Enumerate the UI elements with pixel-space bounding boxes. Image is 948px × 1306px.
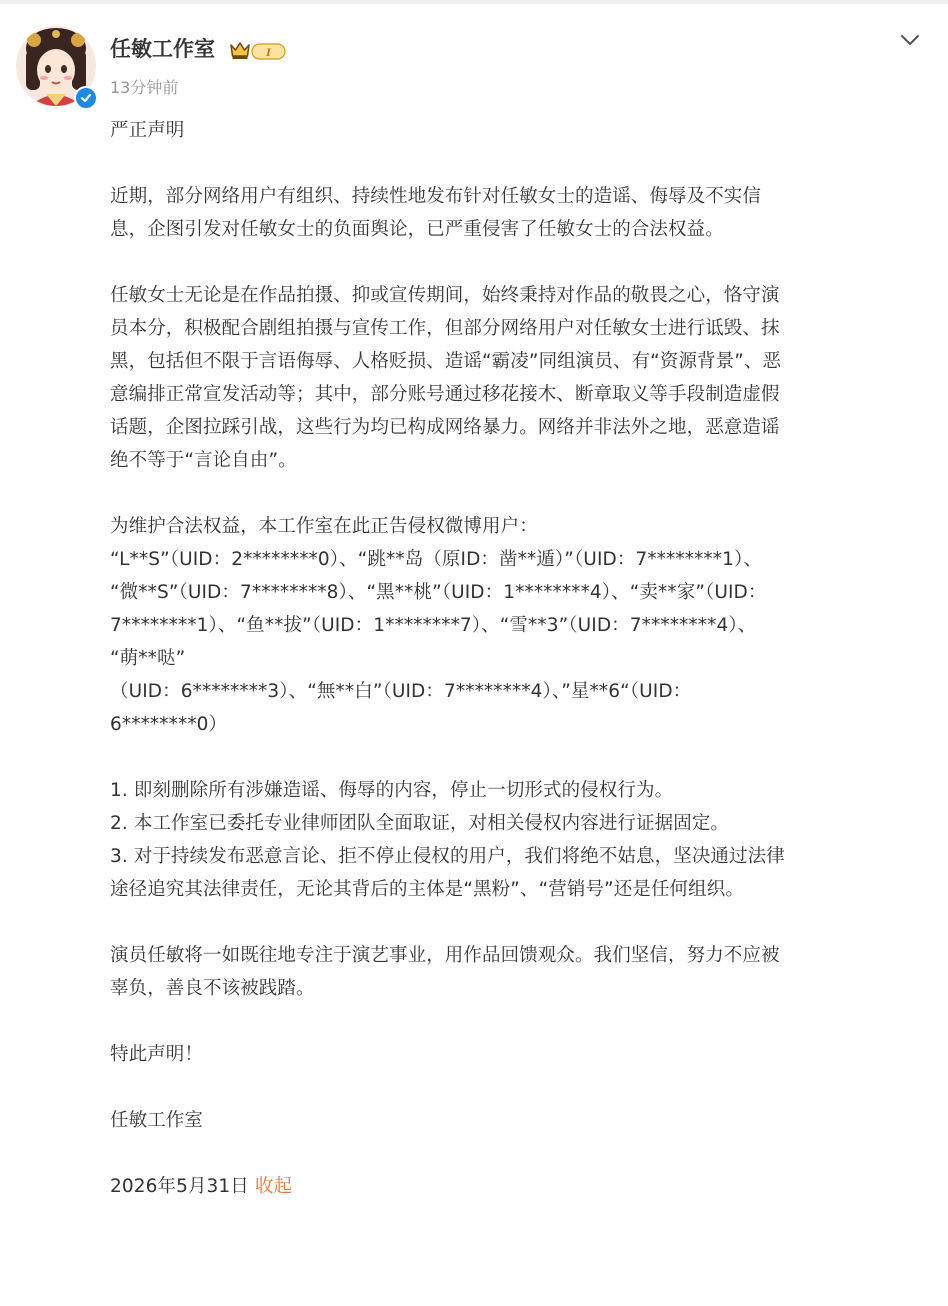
numbered-item: 3. 对于持续发布恶意言论、拒不停止侵权的用户，我们将绝不姑息，坚决通过法律 xyxy=(110,846,785,867)
statement-title: 严正声明 xyxy=(110,120,185,141)
date-line xyxy=(110,1170,930,1203)
paragraph-line: 辜负，善良不该被践踏。 xyxy=(110,978,315,999)
verified-badge-icon xyxy=(74,86,98,110)
top-divider xyxy=(0,0,948,4)
paragraph-line: 演员任敏将一如既往地专注于演艺事业，用作品回馈观众。我们坚信，努力不应被 xyxy=(110,945,780,966)
paragraph-line: 员本分，积极配合剧组拍摄与宣传工作，但部分网络用户对任敏女士进行诋毁、抹 xyxy=(110,318,780,339)
paragraph-line: 任敏女士无论是在作品拍摄、抑或宣传期间，始终秉持对作品的敬畏之心，恪守演 xyxy=(110,285,780,306)
badge-level-text: I xyxy=(266,45,271,59)
paragraph-line: 黑，包括但不限于言语侮辱、人格贬损、造谣“霸凌”同组演员、有“资源背景”、恶 xyxy=(110,351,782,372)
user-list-line: “L**S”（UID：2********0）、“跳**岛（原ID：凿**遁）”（UID：7********1）、 xyxy=(110,549,762,570)
avatar[interactable] xyxy=(16,26,96,106)
post-content xyxy=(110,114,930,1203)
statement-date: 2026年5月31日 xyxy=(110,1176,249,1197)
numbered-item: 2. 本工作室已委托专业律师团队全面取证，对相关侵权内容进行证据固定。 xyxy=(110,813,730,834)
collapse-link[interactable]: 收起 xyxy=(254,1176,293,1197)
numbered-item: 途径追究其法律责任，无论其背后的主体是“黑粉”、“营销号”还是任何组织。 xyxy=(110,879,744,900)
user-list-line: “萌**哒” xyxy=(110,648,186,669)
paragraph-line: 近期，部分网络用户有组织、持续性地发布针对任敏女士的造谣、侮辱及不实信 xyxy=(110,186,762,207)
chevron-down-icon[interactable] xyxy=(898,30,922,50)
closing-line: 特此声明！ xyxy=(110,1044,204,1065)
paragraph-line: 息，企图引发对任敏女士的负面舆论，已严重侵害了任敏女士的合法权益。 xyxy=(110,219,724,240)
numbered-item: 1. 即刻删除所有涉嫌造谣、侮辱的内容，停止一切形式的侵权行为。 xyxy=(110,780,674,801)
paragraph-line: 绝不等于“言论自由”。 xyxy=(110,450,297,471)
user-list-line: 6********0） xyxy=(110,714,228,735)
signature-line: 任敏工作室 xyxy=(110,1110,204,1131)
user-name[interactable]: 任敏工作室 xyxy=(110,37,215,61)
user-list-line: “微**S”（UID：7********8）、“黑**桃”（UID：1********4）、“卖**家”（UID： xyxy=(110,582,767,603)
user-list-line: 7********1）、“鱼**拔”（UID：1********7）、“雪**3”（UID：7********4）、 xyxy=(110,615,757,636)
post-time[interactable]: 13分钟前 xyxy=(110,78,179,97)
paragraph-line: 话题，企图拉踩引战，这些行为均已构成网络暴力。网络并非法外之地，恶意造谣 xyxy=(110,417,780,438)
paragraph-line: 为维护合法权益，本工作室在此正告侵权微博用户： xyxy=(110,516,538,537)
user-list-line: （UID：6********3）、“無**白”（UID：7********4）、”星**6“（UID： xyxy=(110,681,692,702)
member-level-badge-icon[interactable] xyxy=(229,40,287,62)
paragraph-line: 意编排正常宣发活动等；其中，部分账号通过移花接木、断章取义等手段制造虚假 xyxy=(110,384,780,405)
